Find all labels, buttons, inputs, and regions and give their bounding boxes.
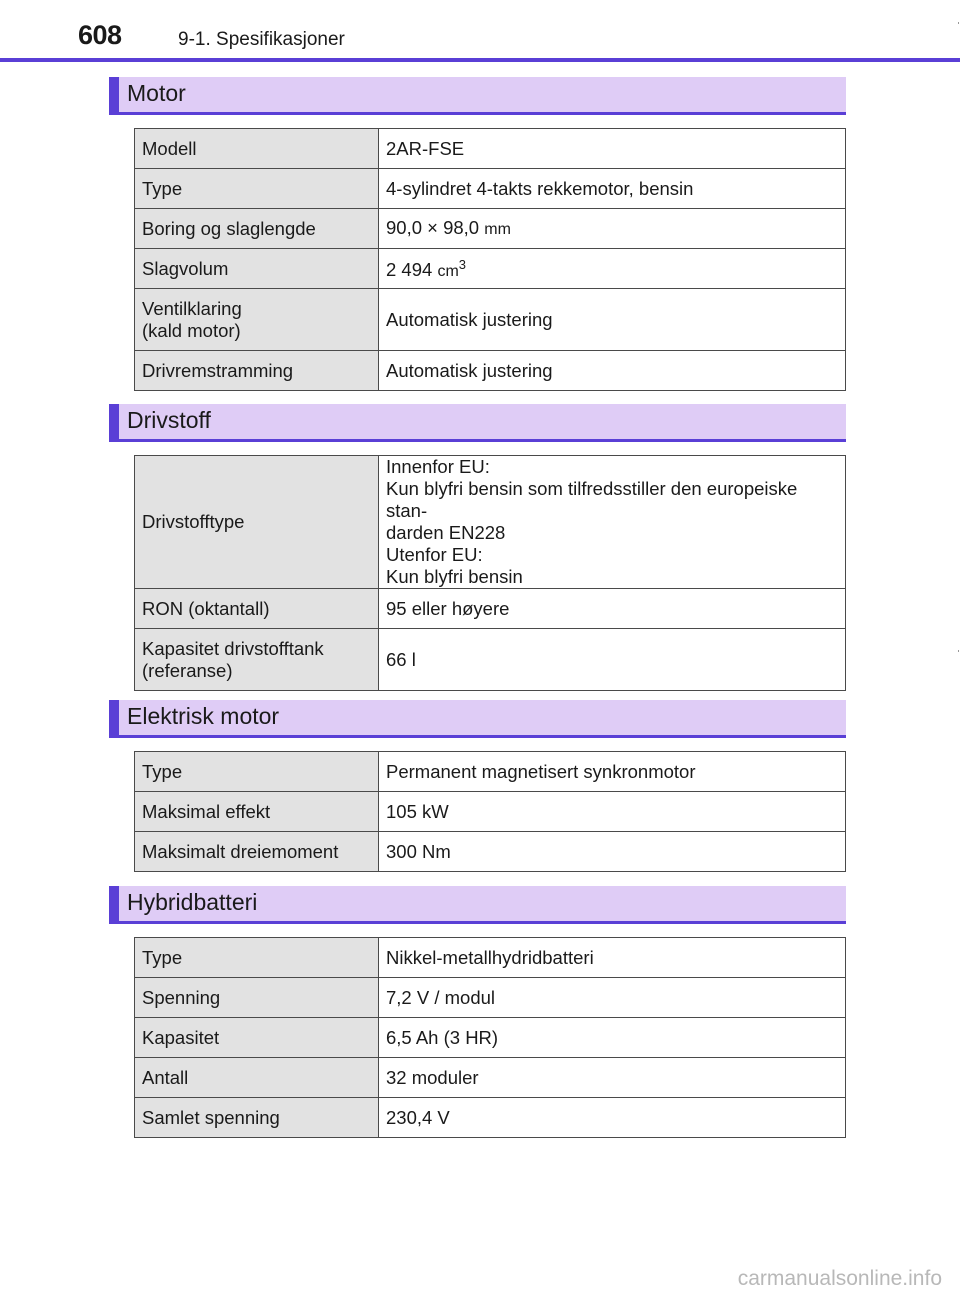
spec-key-line: (referanse) — [142, 659, 233, 681]
page-header — [0, 0, 960, 62]
spec-value: Automatisk justering — [379, 289, 846, 351]
spec-key: Type — [135, 752, 379, 792]
section-bar — [109, 886, 846, 924]
table-row — [135, 978, 846, 1018]
watermark: carmanualsonline.info — [737, 1267, 942, 1290]
spec-key: Maksimalt dreiemoment — [135, 832, 379, 872]
section-title: Hybridbatteri — [127, 889, 258, 915]
spec-value: 95 eller høyere — [379, 589, 846, 629]
spec-key — [135, 289, 379, 351]
spec-key — [135, 629, 379, 691]
table-row — [135, 1018, 846, 1058]
spec-value — [379, 249, 846, 289]
table-row — [135, 289, 846, 351]
spec-key: Kapasitet — [135, 1018, 379, 1058]
spec-value: 66 l — [379, 629, 846, 691]
spec-value: 6,5 Ah (3 HR) — [379, 1018, 846, 1058]
spec-unit: mm — [484, 220, 511, 238]
table-row — [135, 129, 846, 169]
table-row — [135, 456, 846, 589]
spec-value — [379, 456, 846, 589]
spec-number: 2 494 — [386, 259, 433, 280]
table-row — [135, 351, 846, 391]
table-row — [135, 1098, 846, 1138]
spec-key: Boring og slaglengde — [135, 209, 379, 249]
spec-value-line: darden EN228 — [386, 522, 506, 543]
spec-value: 4-sylindret 4-takts rekkemotor, bensin — [379, 169, 846, 209]
spec-value-line: Kun blyfri bensin som tilfredsstiller den europeiske stan- — [386, 478, 798, 521]
spec-value: 32 moduler — [379, 1058, 846, 1098]
spec-table-elektrisk-motor — [134, 751, 846, 872]
section-title: Elektrisk motor — [127, 703, 280, 729]
section-bar — [109, 404, 846, 442]
spec-table-hybridbatteri — [134, 937, 846, 1138]
spec-unit-exponent: 3 — [458, 257, 466, 272]
section-drivstoff — [109, 404, 846, 681]
spec-value-line: Kun blyfri bensin — [386, 566, 523, 587]
table-row — [135, 209, 846, 249]
spec-value-line: Utenfor EU: — [386, 544, 483, 565]
spec-value: 105 kW — [379, 792, 846, 832]
spec-table-motor — [134, 128, 846, 391]
table-row — [135, 169, 846, 209]
spec-value: Automatisk justering — [379, 351, 846, 391]
table-row — [135, 752, 846, 792]
spec-key: Maksimal effekt — [135, 792, 379, 832]
table-row — [135, 249, 846, 289]
table-row — [135, 832, 846, 872]
spec-value — [379, 209, 846, 249]
spec-value: 2AR-FSE — [379, 129, 846, 169]
page-number: 608 — [78, 20, 122, 50]
spec-key: RON (oktantall) — [135, 589, 379, 629]
section-title: Motor — [127, 80, 186, 106]
spec-key: Drivremstramming — [135, 351, 379, 391]
spec-value: Permanent magnetisert synkronmotor — [379, 752, 846, 792]
crop-mark — [958, 22, 959, 24]
spec-key: Slagvolum — [135, 249, 379, 289]
spec-value: Nikkel-metallhydridbatteri — [379, 938, 846, 978]
spec-key-line: Kapasitet drivstofftank — [142, 637, 324, 659]
spec-key: Type — [135, 938, 379, 978]
spec-key-line: Ventilklaring — [142, 297, 242, 319]
spec-key: Spenning — [135, 978, 379, 1018]
spec-value: 300 Nm — [379, 832, 846, 872]
spec-key-line: (kald motor) — [142, 319, 241, 341]
spec-value: 7,2 V / modul — [379, 978, 846, 1018]
table-row — [135, 938, 846, 978]
table-row — [135, 1058, 846, 1098]
spec-unit: cm — [437, 263, 459, 280]
table-row — [135, 792, 846, 832]
spec-value-line: Innenfor EU: — [386, 456, 490, 477]
section-title: Drivstoff — [127, 407, 211, 433]
spec-key: Samlet spenning — [135, 1098, 379, 1138]
spec-value: 230,4 V — [379, 1098, 846, 1138]
section-elektrisk-motor — [109, 700, 846, 862]
spec-key: Modell — [135, 129, 379, 169]
section-bar — [109, 700, 846, 738]
spec-table-drivstoff — [134, 455, 846, 691]
section-hybridbatteri — [109, 886, 846, 1128]
spec-key: Antall — [135, 1058, 379, 1098]
chapter-title: 9-1. Spesifikasjoner — [178, 29, 345, 50]
section-motor — [109, 77, 846, 381]
section-bar — [109, 77, 846, 115]
header-rule — [0, 58, 960, 62]
spec-number: 90,0 × 98,0 — [386, 216, 480, 238]
crop-mark — [958, 650, 959, 652]
spec-key: Type — [135, 169, 379, 209]
table-row — [135, 629, 846, 691]
spec-key: Drivstofftype — [135, 456, 379, 589]
table-row — [135, 589, 846, 629]
